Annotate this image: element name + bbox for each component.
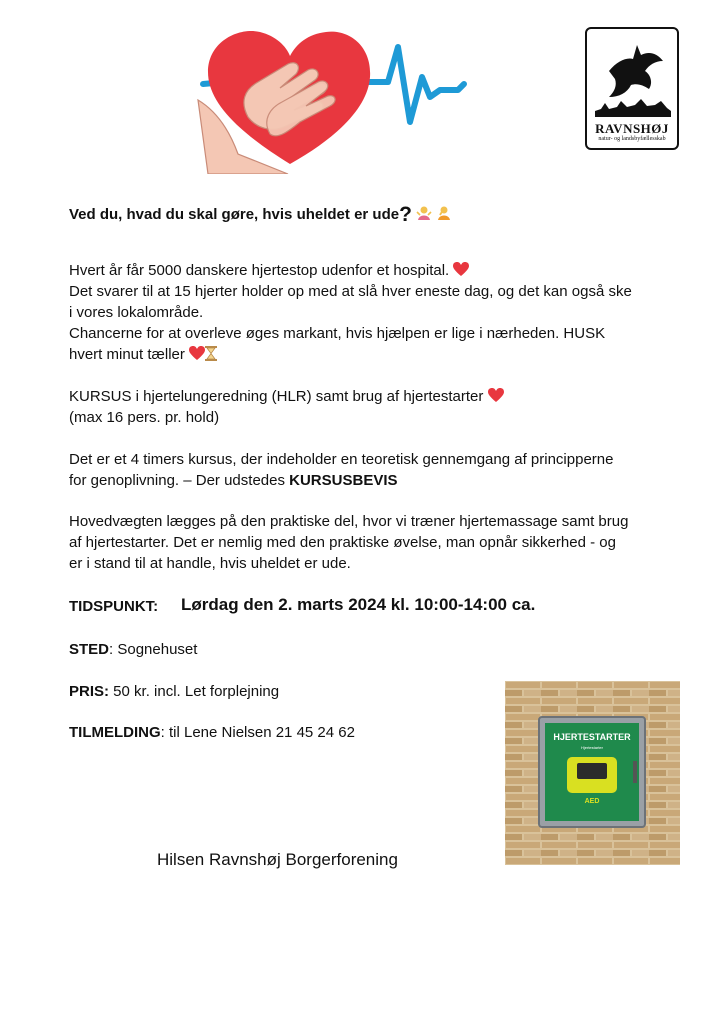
person-facepalm-icon <box>436 205 452 221</box>
signup-value: : til Lene Nielsen 21 45 24 62 <box>160 724 355 741</box>
intro-line-3: i vores lokalområde. <box>69 304 204 321</box>
ravnshoj-logo <box>585 27 679 150</box>
practical-line-2: af hjertestarter. Det er nemlig med den praktiske øvelse, man opnår sikkerhed - og <box>69 534 616 551</box>
place-label: STED <box>69 641 110 658</box>
cpr-heart-image <box>178 22 476 174</box>
practical-line-1: Hovedvægten lægges på den praktiske del, hvor vi træner hjertemassage samt brug <box>69 513 629 530</box>
place-value: : Sognehuset <box>109 641 198 658</box>
signup-label: TILMELDING <box>69 724 161 741</box>
duration-paragraph <box>69 449 613 491</box>
raven-icon <box>587 31 677 121</box>
intro-line-1: Hvert år får 5000 danskere hjertestop udenfor et hospital. <box>69 262 450 279</box>
red-heart-icon <box>488 388 504 403</box>
aed-cabinet-photo <box>505 681 680 865</box>
price-value: 50 kr. incl. Let forplejning <box>109 683 280 700</box>
course-line-2: (max 16 pers. pr. hold) <box>69 409 220 426</box>
aed-badge: AED <box>584 798 600 805</box>
headline-text: Ved du, hvad du skal gøre, hvis uheldet er ude <box>69 206 400 223</box>
intro-line-2: Det svarer til at 15 hjerter holder op med at slå hver eneste dag, og det kan også ske <box>69 283 632 300</box>
course-paragraph <box>69 386 504 428</box>
logo-name: RAVNSHØJ <box>595 121 669 136</box>
practical-line-3: er i stand til at handle, hvis uheldet er ude. <box>69 555 351 572</box>
certificate-text: KURSUSBEVIS <box>289 472 398 489</box>
aed-sign-title: HJERTESTARTER <box>553 732 631 742</box>
time-value: Lørdag den 2. marts 2024 kl. 10:00-14:00 ca. <box>181 595 536 614</box>
price-line <box>69 681 279 702</box>
logo-subtitle: natur- og landsbyfællesskab <box>598 136 666 142</box>
signup-line <box>69 722 355 743</box>
aed-sign-small: Hjertestarter <box>580 745 604 750</box>
price-label: PRIS: <box>69 683 110 700</box>
red-heart-icon <box>189 346 205 361</box>
headline <box>69 203 452 227</box>
duration-line-1: Det er et 4 timers kursus, der indeholder en teoretisk gennemgang af principperne <box>69 451 614 468</box>
course-line-1: KURSUS i hjertelungeredning (HLR) samt brug af hjertestarter <box>69 388 484 405</box>
duration-line-2: for genoplivning. – Der udstedes <box>69 472 290 489</box>
question-mark: ? <box>399 203 412 226</box>
time-label: TIDSPUNKT: <box>69 598 159 615</box>
red-heart-icon <box>453 262 469 277</box>
closing-signature: Hilsen Ravnshøj Borgerforening <box>157 850 398 869</box>
person-shrugging-icon <box>416 205 432 221</box>
intro-line-5: hvert minut tæller <box>69 346 185 363</box>
place-line <box>69 639 197 660</box>
intro-line-4: Chancerne for at overleve øges markant, hvis hjælpen er lige i nærheden. HUSK <box>69 325 606 342</box>
intro-paragraph <box>69 260 632 365</box>
practical-paragraph <box>69 511 628 574</box>
hourglass-icon <box>205 346 217 361</box>
